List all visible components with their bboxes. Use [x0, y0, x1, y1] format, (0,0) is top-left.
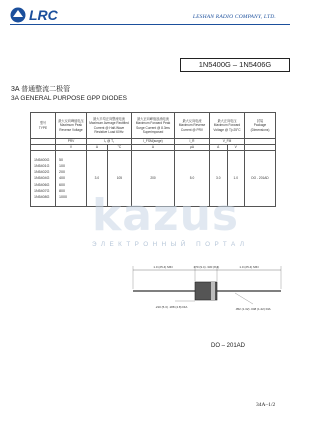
col-header-type: 型号 TYPE	[31, 113, 56, 139]
dim-lead-dia: .052 (1.32) .048 (1.22) DIA	[235, 307, 271, 311]
col-header-ir: 最大反向电流 Maximum Reverse Current @ PRV	[175, 113, 210, 139]
type-item: 1N5408G	[34, 195, 50, 199]
unit-io-temp: °C	[107, 145, 131, 151]
page-number: 34A–1/2	[256, 402, 276, 408]
io-temp-value: 105	[107, 151, 131, 207]
ifsm-value: 200	[132, 151, 175, 207]
symbol-ifsm: I_FSM(surge)	[132, 139, 175, 145]
col-header-io: 最大平均正向整流电流 Maximum Average Rectified Current @ Half-Wave Resistive Load 60Hz	[87, 113, 132, 139]
prv-item: 100	[59, 163, 65, 168]
col-header-vfm: 最大正向电压 Maximum Forward Voltage @ Tj=25°C	[210, 113, 245, 139]
symbol-vfm: V_FM	[210, 139, 245, 145]
type-list	[31, 151, 56, 207]
unit-vfm-v: V	[227, 145, 245, 151]
type-item: 1N5402G	[34, 170, 50, 175]
part-number-range: 1N5400G – 1N5406G	[180, 58, 290, 72]
type-item: 1N5407G	[34, 188, 50, 193]
cathode-band	[211, 282, 215, 300]
unit-vfm-a: A	[210, 145, 228, 151]
col-header-prv: 最大反向峰值电压 Maximum Peak Reverse Voltage	[56, 113, 87, 139]
vfm-a-value: 3.0	[210, 151, 228, 207]
dim-body-length: .370 (9.4) .330 (8.4)	[192, 265, 220, 269]
dim-left-lead: 1.0 (25.4) MIN	[153, 265, 173, 269]
type-item: 1N5400G	[34, 157, 50, 162]
vfm-v-value: 1.0	[227, 151, 245, 207]
dim-body-dia: .210 (5.3) .188 (4.8) DIA	[155, 305, 188, 309]
package-label: DO – 201AD	[211, 343, 246, 349]
prv-item: 1000	[59, 195, 67, 199]
type-item: 1N5404G	[34, 176, 50, 181]
prv-item: 800	[59, 188, 65, 193]
type-item: 1N5406G	[34, 182, 50, 187]
prv-list	[56, 151, 87, 207]
prv-item: 50	[59, 157, 63, 162]
title-chinese: 3A 普通整流二极管	[11, 86, 71, 93]
type-item: 1N5401G	[34, 163, 50, 168]
package-outline-drawing	[125, 260, 285, 330]
col-header-ifsm: 最大正向峰值浪涌电流 Maximum Forward Peak Surge Current @ 8.3ms Superimposed	[132, 113, 175, 139]
col-header-package: 封装 Package (Dimensions)	[245, 113, 276, 139]
header-rule	[10, 24, 290, 25]
symbol-ir: I_R	[175, 139, 210, 145]
prv-item: 200	[59, 170, 65, 175]
unit-io-a: A	[87, 145, 108, 151]
dim-right-lead: 1.0 (25.4) MIN	[239, 265, 259, 269]
symbol-prv: PRV	[56, 139, 87, 145]
package-value: DO - 201AD	[245, 151, 276, 207]
io-value: 3.0	[87, 151, 108, 207]
watermark-subtitle: ЭЛЕКТРОННЫЙ ПОРТАЛ	[92, 241, 249, 248]
lrc-logo	[10, 7, 80, 23]
unit-ir: μA	[175, 145, 210, 151]
watermark-logo: kazus	[92, 190, 240, 241]
prv-item: 600	[59, 182, 65, 187]
company-name: LESHAN RADIO COMPANY, LTD.	[192, 14, 276, 20]
unit-ifsm: A	[132, 145, 175, 151]
logo-text: LRC	[29, 7, 58, 23]
unit-prv: V	[56, 145, 87, 151]
title-english: 3A GENERAL PURPOSE GPP DIODES	[11, 95, 127, 102]
ir-value: 5.0	[175, 151, 210, 207]
prv-item: 400	[59, 176, 65, 181]
symbol-io: I₀ @ T₁	[87, 139, 132, 145]
